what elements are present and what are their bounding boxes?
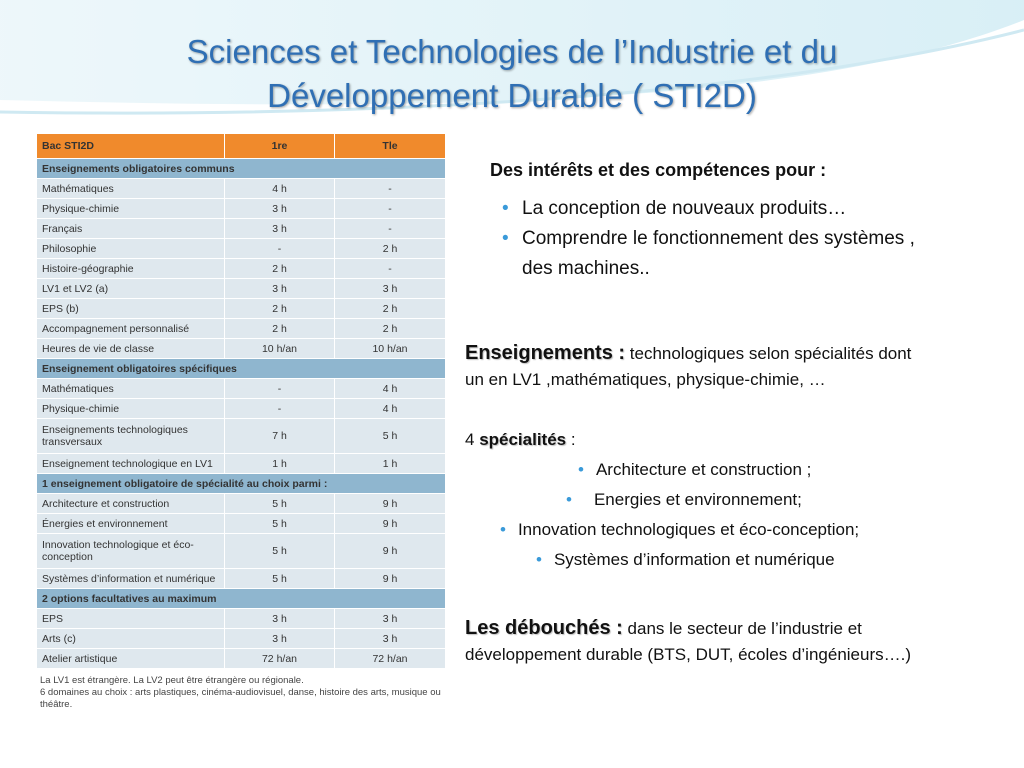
table-row	[37, 494, 446, 514]
table-cell-premiere: 3 h	[225, 279, 335, 299]
specialty-item	[566, 490, 802, 510]
table-row	[37, 514, 446, 534]
table-cell-subject: Architecture et construction	[37, 494, 225, 514]
table-cell-terminale: 10 h/an	[335, 339, 446, 359]
specialties-suffix: :	[566, 430, 576, 449]
table-cell-subject: Mathématiques	[37, 379, 225, 399]
outlets-text-2: développement durable (BTS, DUT, écoles d’ingénieurs….)	[465, 645, 912, 664]
table-cell-terminale: 9 h	[335, 514, 446, 534]
table-cell-terminale: 5 h	[335, 419, 446, 454]
table-cell-premiere: 2 h	[225, 259, 335, 279]
table-cell-terminale: -	[335, 259, 446, 279]
table-cell-terminale: -	[335, 179, 446, 199]
table-cell-premiere: 3 h	[225, 199, 335, 219]
table-note: La LV1 est étrangère. La LV2 peut être étrangère ou régionale.	[40, 675, 304, 686]
table-cell-premiere: -	[225, 379, 335, 399]
sti2d-schedule-table	[36, 133, 447, 763]
table-cell-subject: Français	[37, 219, 225, 239]
interests-item: • Comprendre le fonctionnement des systèmes , des machines..	[500, 224, 930, 284]
table-row	[37, 319, 446, 339]
table-cell-subject: Arts (c)	[37, 629, 225, 649]
table-cell-terminale: 1 h	[335, 454, 446, 474]
table-notes	[36, 669, 447, 711]
table-cell-premiere: -	[225, 399, 335, 419]
specialty-item: • Innovation technologiques et éco-conception;	[500, 520, 859, 540]
table-cell-subject: Enseignements technologiques transversaux	[37, 419, 225, 454]
table-cell-subject: Enseignement technologique en LV1	[37, 454, 225, 474]
table-cell-terminale: 3 h	[335, 609, 446, 629]
table-cell-subject: Physique-chimie	[37, 199, 225, 219]
specialty-item: • Systèmes d’information et numérique	[536, 550, 835, 570]
table-cell-terminale: 4 h	[335, 399, 446, 419]
table-cell-premiere: 10 h/an	[225, 339, 335, 359]
specialty-item: • Architecture et construction ;	[578, 460, 811, 480]
table-cell-terminale: 9 h	[335, 534, 446, 569]
table-cell-premiere: 5 h	[225, 534, 335, 569]
table-cell-terminale: 2 h	[335, 299, 446, 319]
table-header-cell: Tle	[335, 134, 446, 159]
table-cell-premiere: 2 h	[225, 319, 335, 339]
table-cell-terminale: 72 h/an	[335, 649, 446, 669]
interests-heading: Des intérêts et des compétences pour :	[490, 160, 827, 180]
interests-list	[500, 194, 930, 284]
teaching-text-1: technologiques selon spécialités dont	[625, 344, 912, 363]
outlets-paragraph	[465, 615, 1010, 668]
table-row	[37, 339, 446, 359]
table-row	[37, 279, 446, 299]
table-cell-subject: Heures de vie de classe	[37, 339, 225, 359]
table-section-row	[37, 589, 446, 609]
table-cell-premiere: -	[225, 239, 335, 259]
table-cell-subject: Physique-chimie	[37, 399, 225, 419]
table-cell-premiere: 3 h	[225, 629, 335, 649]
table-row	[37, 419, 446, 454]
table-section-row	[37, 359, 446, 379]
table-row	[37, 379, 446, 399]
table-cell-terminale: 2 h	[335, 319, 446, 339]
table-cell-subject: EPS (b)	[37, 299, 225, 319]
table-header-row	[37, 134, 446, 159]
interests-item: • La conception de nouveaux produits…	[500, 194, 930, 224]
outlets-label: Les débouchés :	[465, 617, 623, 639]
table-row	[37, 629, 446, 649]
table-cell-subject: Systèmes d’information et numérique	[37, 569, 225, 589]
table-cell-premiere: 3 h	[225, 609, 335, 629]
table-cell-terminale: 3 h	[335, 279, 446, 299]
table-section-label: 2 options facultatives au maximum	[37, 589, 446, 609]
table-cell-terminale: 4 h	[335, 379, 446, 399]
table-cell-subject: Innovation technologique et éco-conception	[37, 534, 225, 569]
table-row	[37, 569, 446, 589]
teaching-label: Enseignements :	[465, 342, 626, 364]
table-row	[37, 219, 446, 239]
table-cell-premiere: 5 h	[225, 514, 335, 534]
table-section-row	[37, 474, 446, 494]
table-cell-terminale: -	[335, 199, 446, 219]
table-cell-premiere: 1 h	[225, 454, 335, 474]
table-row	[37, 649, 446, 669]
table-section-label: Enseignement obligatoires spécifiques	[37, 359, 446, 379]
table-row	[37, 534, 446, 569]
table-row	[37, 259, 446, 279]
table-row	[37, 179, 446, 199]
table-cell-subject: LV1 et LV2 (a)	[37, 279, 225, 299]
specialties-heading	[465, 430, 576, 450]
table-cell-premiere: 5 h	[225, 494, 335, 514]
table-note: 6 domaines au choix : arts plastiques, cinéma-audiovisuel, danse, histoire des arts, musique ou théâtre.	[40, 687, 441, 710]
table-cell-subject: Accompagnement personnalisé	[37, 319, 225, 339]
outlets-text-1: dans le secteur de l’industrie et	[622, 619, 862, 638]
table-cell-terminale: 9 h	[335, 569, 446, 589]
table-row	[37, 299, 446, 319]
table-cell-terminale: 2 h	[335, 239, 446, 259]
slide-title	[60, 30, 964, 118]
table-cell-terminale: 3 h	[335, 629, 446, 649]
table-cell-subject: Énergies et environnement	[37, 514, 225, 534]
table-section-label: 1 enseignement obligatoire de spécialité au choix parmi :	[37, 474, 446, 494]
table-cell-subject: Philosophie	[37, 239, 225, 259]
table-cell-premiere: 72 h/an	[225, 649, 335, 669]
specialty-item-text: Energies et environnement;	[593, 490, 802, 509]
table-row	[37, 609, 446, 629]
specialties-prefix: 4	[465, 430, 480, 449]
table-cell-subject: Mathématiques	[37, 179, 225, 199]
table-cell-premiere: 3 h	[225, 219, 335, 239]
table-cell-subject: Histoire-géographie	[37, 259, 225, 279]
title-line-1: Sciences et Technologies de l’Industrie et du	[186, 33, 838, 70]
table-cell-premiere: 5 h	[225, 569, 335, 589]
table-row	[37, 199, 446, 219]
table-cell-subject: Atelier artistique	[37, 649, 225, 669]
teaching-text-2: un en LV1 ,mathématiques, physique-chimie, …	[465, 370, 826, 389]
table-header-cell: 1re	[225, 134, 335, 159]
table-row	[37, 454, 446, 474]
table-cell-premiere: 7 h	[225, 419, 335, 454]
table-cell-subject: EPS	[37, 609, 225, 629]
table-header-cell: Bac STI2D	[37, 134, 225, 159]
title-line-2: Développement Durable ( STI2D)	[267, 77, 757, 114]
specialties-label: spécialités	[479, 430, 567, 449]
table-cell-premiere: 2 h	[225, 299, 335, 319]
table-cell-terminale: 9 h	[335, 494, 446, 514]
table-section-label: Enseignements obligatoires communs	[37, 159, 446, 179]
teaching-paragraph	[465, 340, 1010, 393]
table-row	[37, 239, 446, 259]
table-cell-terminale: -	[335, 219, 446, 239]
table-cell-premiere: 4 h	[225, 179, 335, 199]
table-section-row	[37, 159, 446, 179]
table-row	[37, 399, 446, 419]
